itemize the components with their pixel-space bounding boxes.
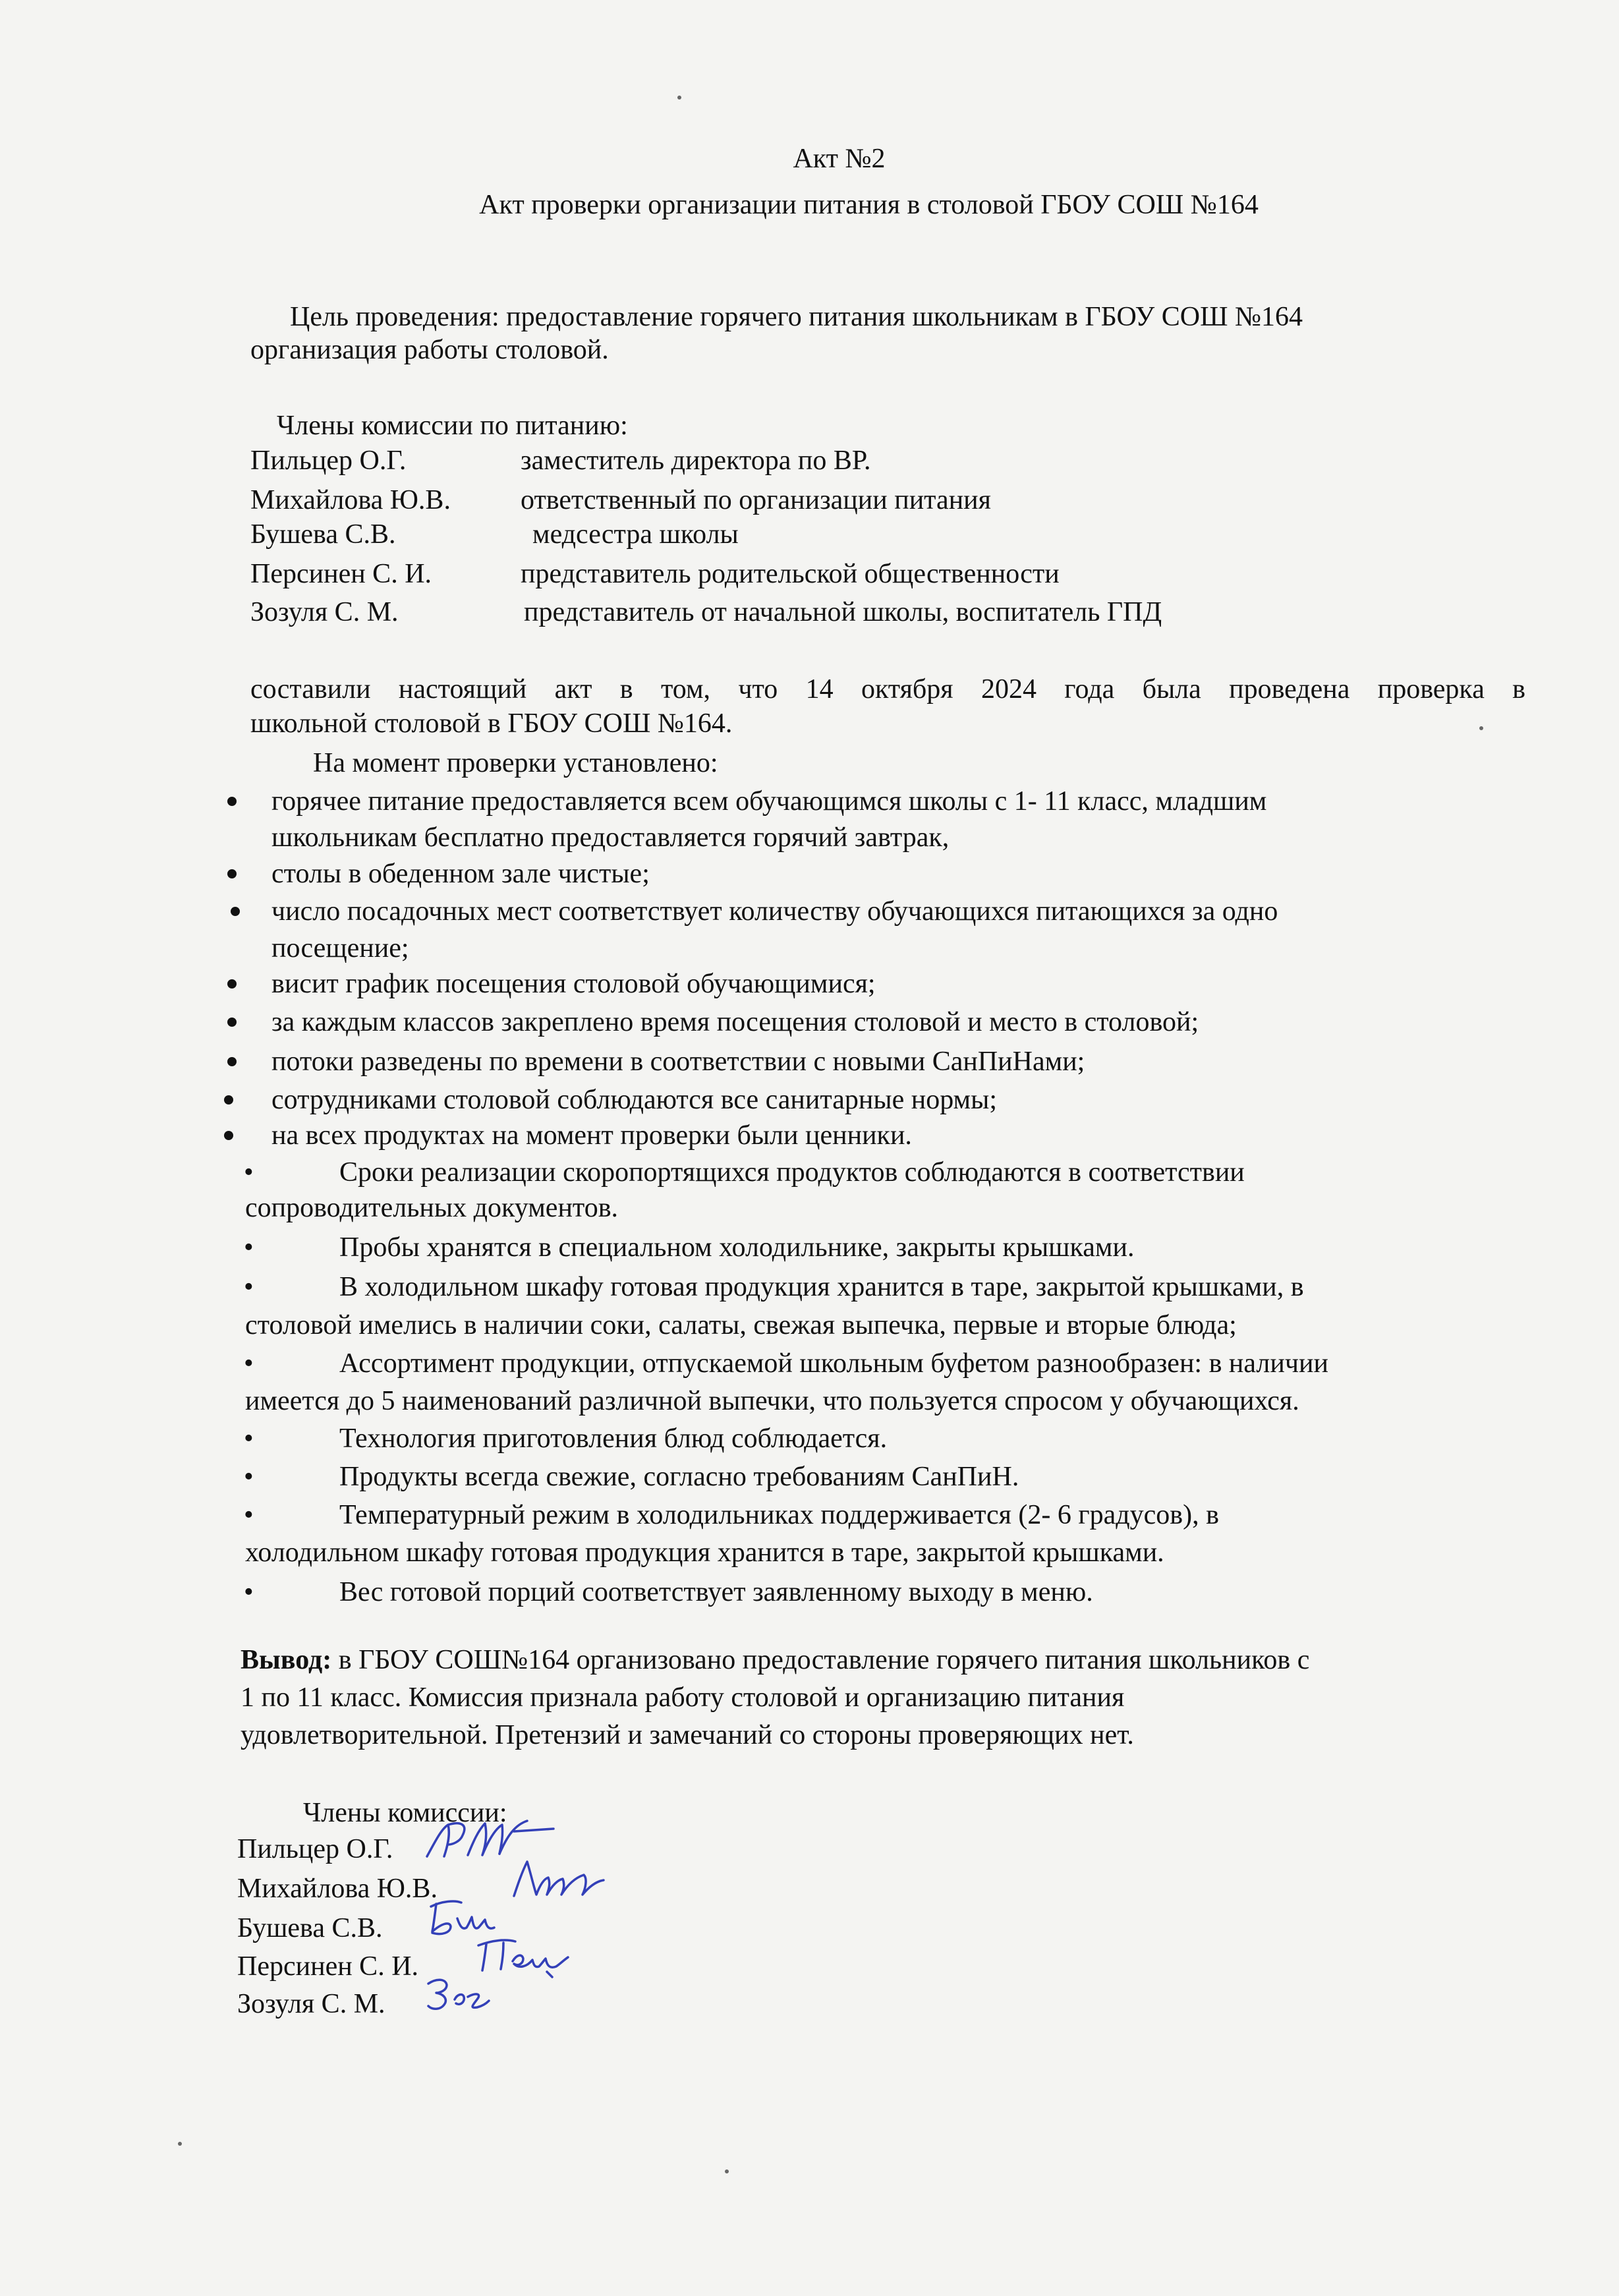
conclusion-line-1	[241, 1646, 1309, 1674]
conclusion-label: Вывод:	[241, 1645, 332, 1675]
bullet-icon: •	[244, 1232, 254, 1263]
member-name: Пильцер О.Г.	[250, 445, 407, 476]
signature-name: Персинен С. И.	[237, 1951, 419, 1982]
finding-text: висит график посещения столовой обучающимися;	[271, 969, 876, 999]
bullet-icon: •	[244, 1462, 254, 1492]
purpose-line-1: Цель проведения: предоставление горячего питания школьникам в ГБОУ СОШ №164	[290, 302, 1303, 332]
finding-text: горячее питание предоставляется всем обучающимся школы с 1- 11 класс, младшим	[271, 786, 1267, 817]
bullet-icon: •	[244, 1423, 254, 1454]
finding-text: посещение;	[271, 933, 409, 963]
scan-speck	[677, 96, 681, 100]
signature-name: Бушева С.В.	[237, 1913, 383, 1943]
purpose-line-2: организация работы столовой.	[250, 335, 609, 365]
finding-text: школьникам бесплатно предоставляется горячий завтрак,	[271, 822, 950, 853]
finding-text: холодильном шкафу готовая продукция хранится в таре, закрытой крышками.	[245, 1537, 1164, 1568]
member-name: Бушева С.В.	[250, 519, 396, 550]
bullet-icon: •	[244, 1272, 254, 1302]
member-name: Зозуля С. М.	[250, 597, 399, 627]
signatures-heading: Члены комиссии:	[303, 1798, 507, 1828]
commission-heading: Члены комиссии по питанию:	[277, 411, 628, 441]
finding-text: сопроводительных документов.	[245, 1193, 619, 1223]
finding-text: Температурный режим в холодильниках поддерживается (2- 6 градусов), в	[339, 1500, 1219, 1530]
conclusion-line-2: 1 по 11 класс. Комиссия признала работу столовой и организацию питания	[241, 1682, 1125, 1713]
member-role: представитель родительской общественности	[521, 559, 1060, 589]
finding-text: на всех продуктах на момент проверки были ценники.	[271, 1120, 912, 1151]
scan-speck	[178, 2142, 182, 2146]
document-title: Акт №2	[793, 144, 886, 174]
bullet-icon	[227, 869, 237, 878]
bullet-icon	[227, 797, 237, 806]
finding-text: потоки разведены по времени в соответствии с новыми СанПиНами;	[271, 1047, 1085, 1077]
finding-text: число посадочных мест соответствует количеству обучающихся питающихся за одно	[271, 896, 1278, 927]
bullet-icon: •	[244, 1348, 254, 1379]
bullet-icon: •	[244, 1500, 254, 1530]
signature-name: Пильцер О.Г.	[237, 1834, 393, 1864]
finding-text: столовой имелись в наличии соки, салаты, свежая выпечка, первые и вторые блюда;	[245, 1310, 1237, 1340]
finding-text: Пробы хранятся в специальном холодильнике, закрыты крышками.	[339, 1232, 1135, 1263]
bullet-icon	[227, 1057, 237, 1066]
bullet-icon	[231, 907, 240, 916]
findings-heading: На момент проверки установлено:	[313, 748, 718, 778]
bullet-icon	[227, 979, 237, 989]
signature-name: Михайлова Ю.В.	[237, 1874, 438, 1904]
handwritten-signature	[422, 1970, 494, 2020]
bullet-icon	[227, 1018, 237, 1027]
statement-line-1: составили настоящий акт в том, что 14 октября 2024 года была проведена проверка в	[250, 674, 1525, 704]
handwritten-signature	[507, 1855, 606, 1905]
scan-speck	[725, 2169, 729, 2173]
finding-text: сотрудниками столовой соблюдаются все санитарные нормы;	[271, 1085, 998, 1115]
bullet-icon	[224, 1095, 233, 1105]
finding-text: Технология приготовления блюд соблюдается.	[339, 1423, 888, 1454]
bullet-icon: •	[244, 1577, 254, 1607]
member-role: ответственный по организации питания	[521, 485, 991, 515]
finding-text: Продукты всегда свежие, согласно требованиям СанПиН.	[339, 1462, 1019, 1492]
finding-text: за каждым классов закреплено время посещения столовой и место в столовой;	[271, 1007, 1199, 1037]
finding-text: Сроки реализации скоропортящихся продуктов соблюдаются в соответствии	[339, 1157, 1245, 1188]
document-subtitle: Акт проверки организации питания в столовой ГБОУ СОШ №164	[479, 190, 1259, 220]
member-name: Михайлова Ю.В.	[250, 485, 451, 515]
bullet-icon	[224, 1131, 233, 1140]
member-role: медсестра школы	[532, 519, 739, 550]
finding-text: Ассортимент продукции, отпускаемой школьным буфетом разнообразен: в наличии	[339, 1348, 1328, 1379]
conclusion-text: в ГБОУ СОШ№164 организовано предоставление горячего питания школьников с	[331, 1645, 1310, 1675]
conclusion-line-3: удовлетворительной. Претензий и замечаний со стороны проверяющих нет.	[241, 1720, 1134, 1750]
finding-text: столы в обеденном зале чистые;	[271, 859, 650, 889]
finding-text: Вес готовой порций соответствует заявленному выходу в меню.	[339, 1577, 1093, 1607]
finding-text: В холодильном шкафу готовая продукция хранится в таре, закрытой крышками, в	[339, 1272, 1304, 1302]
bullet-icon: •	[244, 1157, 254, 1188]
finding-text: имеется до 5 наименований различной выпечки, что пользуется спросом у обучающихся.	[245, 1386, 1299, 1416]
member-name: Персинен С. И.	[250, 559, 432, 589]
statement-line-2: школьной столовой в ГБОУ СОШ №164.	[250, 708, 733, 739]
scan-speck	[1479, 726, 1483, 730]
member-role: заместитель директора по ВР.	[521, 445, 871, 476]
member-role: представитель от начальной школы, воспитатель ГПД	[524, 597, 1162, 627]
signature-name: Зозуля С. М.	[237, 1989, 385, 2019]
